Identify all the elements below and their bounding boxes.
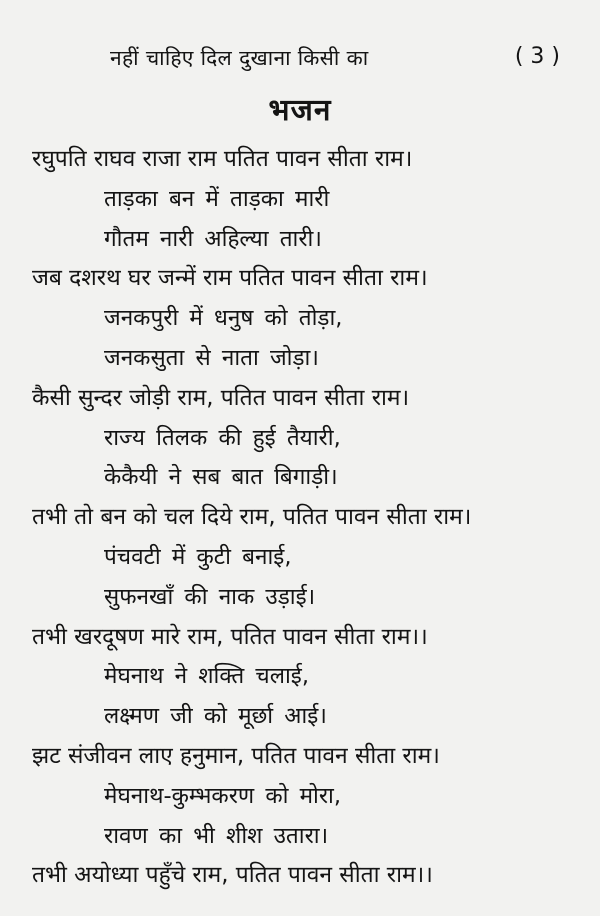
refrain-line: तभी अयोध्या पहुँचे राम, पतित पावन सीता राम।। xyxy=(32,862,433,889)
verse-line: राज्य तिलक की हुई तैयारी, xyxy=(104,424,341,451)
verse-line: रावण का भी शीश उतारा। xyxy=(104,822,329,849)
verse-line: केकैयी ने सब बात बिगाड़ी। xyxy=(104,464,338,491)
refrain-line: झट संजीवन लाए हनुमान, पतित पावन सीता राम। xyxy=(32,742,440,769)
running-title: नहीं चाहिए दिल दुखाना किसी का xyxy=(110,46,369,70)
refrain-line: रघुपति राघव राजा राम पतित पावन सीता राम। xyxy=(32,146,413,172)
verse-line: गौतम नारी अहिल्या तारी। xyxy=(104,225,322,252)
bhajan-heading: भजन xyxy=(268,93,332,128)
verse-line: पंचवटी में कुटी बनाई, xyxy=(104,543,292,570)
verse-line: मेघनाथ-कुम्भकरण को मोरा, xyxy=(104,782,342,809)
verse-line: जनकसुता से नाता जोड़ा। xyxy=(104,344,319,371)
refrain-line: तभी खरदूषण मारे राम, पतित पावन सीता राम।। xyxy=(32,623,428,650)
verse-line: ताड़का बन में ताड़का मारी xyxy=(104,185,330,212)
verse-line: मेघनाथ ने शक्ति चलाई, xyxy=(104,663,309,690)
verse-lines xyxy=(0,140,600,896)
page-header xyxy=(0,44,600,80)
refrain-line: कैसी सुन्दर जोड़ी राम, पतित पावन सीता राम। xyxy=(32,384,410,411)
verse-line: लक्ष्मण जी को मूर्छा आई। xyxy=(104,703,327,730)
refrain-line: तभी तो बन को चल दिये राम, पतित पावन सीता राम। xyxy=(32,504,472,531)
verse-line: सुफनखाँ की नाक उड़ाई। xyxy=(104,583,316,610)
page-number: ( 3 ) xyxy=(514,44,560,69)
refrain-line: जब दशरथ घर जन्में राम पतित पावन सीता राम। xyxy=(32,265,428,292)
verse-line: जनकपुरी में धनुष को तोड़ा, xyxy=(104,305,343,332)
